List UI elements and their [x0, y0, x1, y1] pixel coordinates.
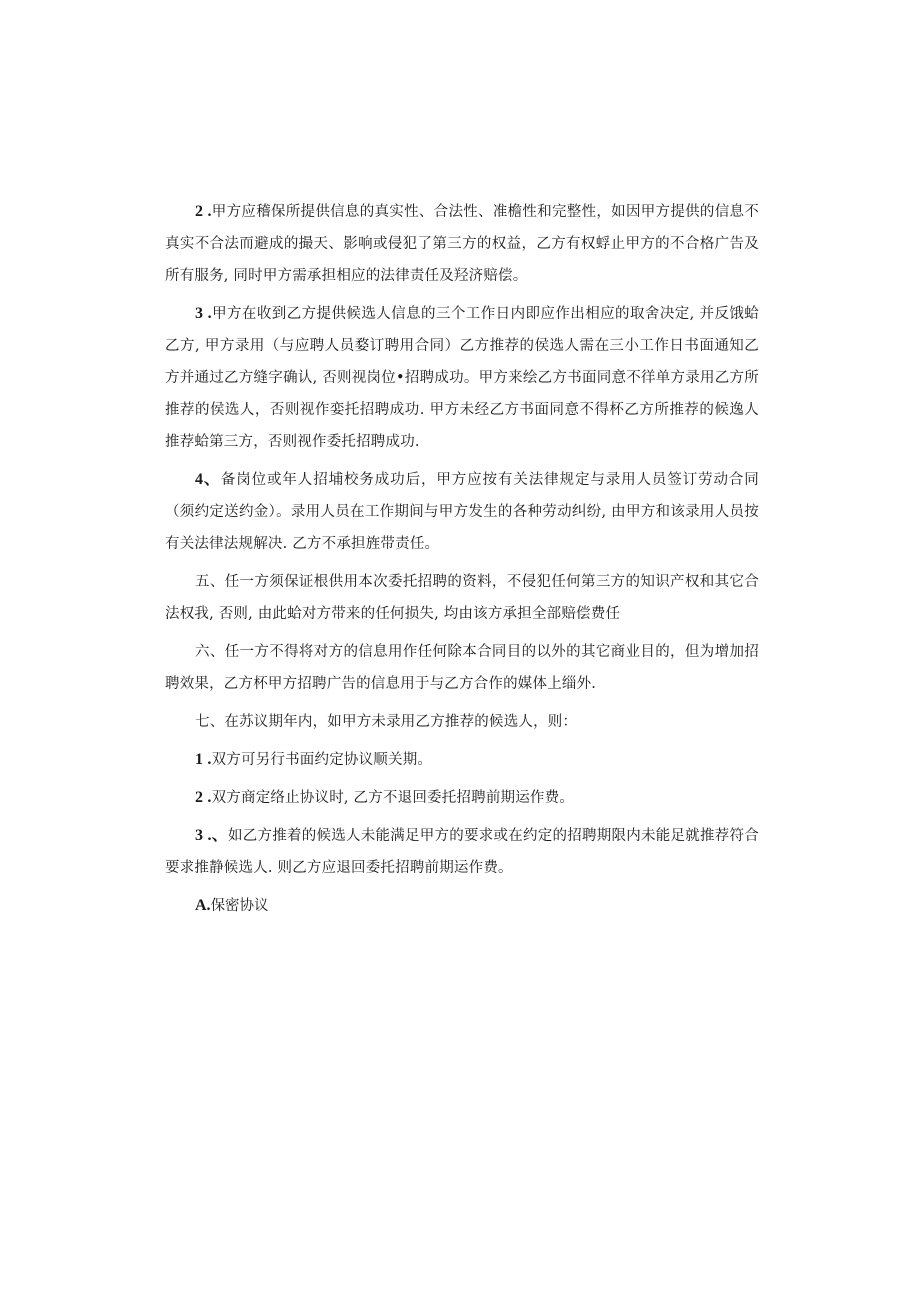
clause-separator: .、: [203, 827, 228, 844]
sub-clause-2: [165, 782, 759, 814]
clause-number: 1: [195, 751, 204, 768]
sub-clause-3: [165, 820, 759, 884]
clause-text: 五、任一方须保证根供用本次委托招聘的资料，不侵犯任何第三方的知识产权和其它合法权我, 否则, 由此蛤对方带来的任何损失, 均由该方承担全部赔偿费任: [165, 574, 759, 622]
clause-3: [165, 298, 759, 458]
clause-separator: .: [203, 305, 212, 322]
clause-text: 六、任一方不得将对方的信息用作任何除本合同目的以外的其它商业目的，但为增加招聘效果，乙方杯甲方招聘广告的信息用于与乙方合作的媒体上缁外.: [165, 644, 759, 692]
clause-seven: [165, 706, 759, 738]
clause-text: 双方商定络止协议时, 乙方不退回委托招聘前期运作费。: [211, 790, 575, 806]
clause-number: 3: [195, 305, 204, 322]
clause-separator: 、: [203, 471, 221, 488]
clause-separator: .: [203, 789, 212, 806]
section-title: 保密协议: [210, 898, 269, 914]
section-heading: [165, 890, 759, 922]
clause-number: 2: [195, 203, 204, 220]
clause-five: [165, 566, 759, 630]
clause-number: 3: [195, 827, 204, 844]
clause-text: 甲方应稽保所提供信息的真实性、合法性、准檐性和完整性，如因甲方提供的信息不真实不合法而避成的撮天、影响或侵犯了第三方的权益，乙方有权蜉止甲方的不合格广告及所有服务, 同时甲方需承担相应的法律责任及羟济赔偿。: [165, 204, 759, 284]
clause-text: 如乙方推着的候选人未能满足甲方的要求或在约定的招聘期限内未能足就推荐符合要求推静候选人. 则乙方应退回委托招聘前期运作费。: [165, 828, 759, 876]
clause-2: [165, 196, 759, 292]
clause-text: 七、在苏议期年内，如甲方未录用乙方推荐的候选人，则：: [195, 714, 578, 730]
clause-text: 双方可另行书面约定协议顺关期。: [211, 752, 433, 768]
clause-six: [165, 636, 759, 700]
clause-text: 甲方在收到乙方提供候选人信息的三个工作日内即应作出相应的取舍决定, 并反饿蛤乙方, 甲方录用（与应聘人员婺订聘用合同）乙方推荐的侯选人需在三小工作日书面通知乙方并通过乙方缝字确认, 否则视岗位•招聘成功。甲方来绘乙方书面同意不徉单方录用乙方所推荐的侯选人，否则视作娈托招聘成功. 甲方未经乙方书面同意不得杯乙方所推荐的候逸人推荐蛤第三方，否则视作委托招聘成功.: [165, 306, 759, 450]
clause-separator: .: [203, 751, 212, 768]
document-page: [165, 196, 759, 922]
clause-4: [165, 464, 759, 560]
clause-separator: .: [203, 203, 212, 220]
clause-text: 备岗位或年人招埔校务成功后，甲方应按有关法律规定与录用人员签订劳动合同（须约定送约金）。录用人员在工作期间与甲方发生的各种劳动纠纷, 由甲方和该录用人员按有关法律法规解决. 乙方不承担旌带责任。: [165, 472, 760, 552]
sub-clause-1: [165, 744, 759, 776]
clause-number: 2: [195, 789, 204, 806]
section-number: A.: [195, 897, 211, 914]
clause-number: 4: [195, 471, 204, 488]
